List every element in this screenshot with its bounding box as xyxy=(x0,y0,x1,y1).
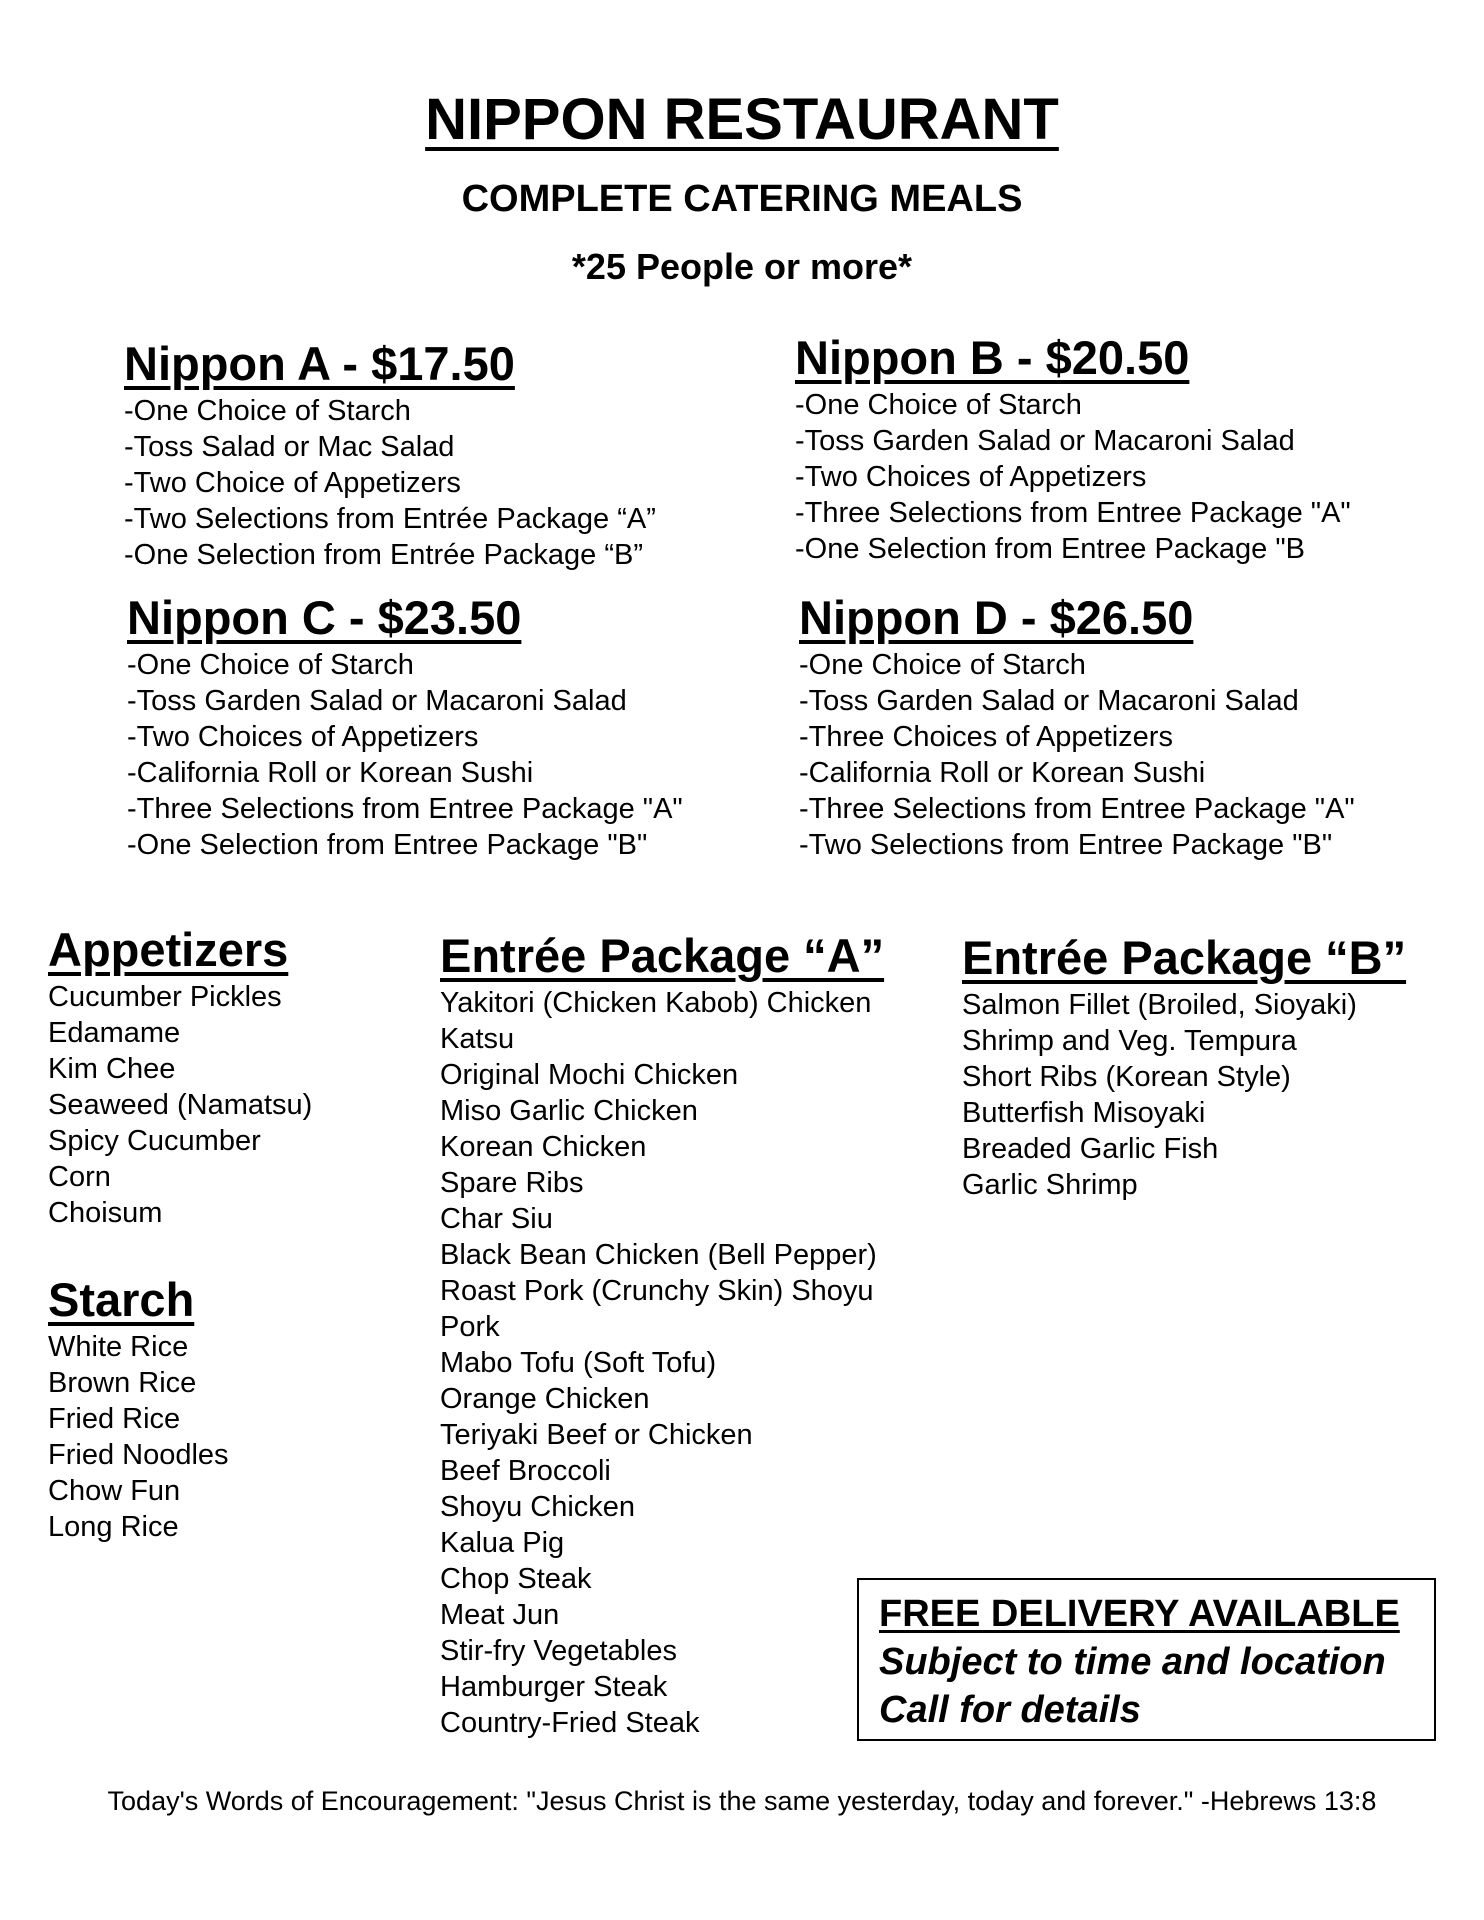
list-item: Salmon Fillet (Broiled, Sioyaki) xyxy=(962,989,1357,1021)
starch-title: Starch xyxy=(48,1273,195,1326)
list-item: Teriyaki Beef or Chicken xyxy=(440,1419,753,1451)
package-line: -Three Selections from Entree Package "A" xyxy=(127,793,683,825)
list-item: Garlic Shrimp xyxy=(962,1169,1138,1201)
package-line: -Three Selections from Entree Package "A" xyxy=(799,793,1355,825)
list-item: Korean Chicken xyxy=(440,1131,647,1163)
restaurant-title xyxy=(0,86,1484,153)
list-item: Fried Noodles xyxy=(48,1439,229,1471)
list-item: Chop Steak xyxy=(440,1563,592,1595)
package-line: -One Choice of Starch xyxy=(795,389,1082,421)
starch-list xyxy=(48,1329,229,1545)
list-item: Edamame xyxy=(48,1017,181,1049)
delivery-condition: Subject to time and location xyxy=(879,1641,1386,1683)
package-d xyxy=(799,590,1355,863)
list-item: Choisum xyxy=(48,1197,163,1229)
package-b-lines xyxy=(795,387,1351,567)
entree-b-title: Entrée Package “B” xyxy=(962,931,1407,984)
list-item: Char Siu xyxy=(440,1203,553,1235)
package-line: -California Roll or Korean Sushi xyxy=(799,757,1206,789)
list-item: Cucumber Pickles xyxy=(48,981,282,1013)
package-line: -Toss Garden Salad or Macaroni Salad xyxy=(799,685,1299,717)
package-line: -One Choice of Starch xyxy=(127,649,414,681)
list-item: Original Mochi Chicken xyxy=(440,1059,739,1091)
list-item: Breaded Garlic Fish xyxy=(962,1133,1219,1165)
delivery-box xyxy=(857,1578,1436,1741)
package-line: -Two Choices of Appetizers xyxy=(795,461,1147,493)
list-item: Kim Chee xyxy=(48,1053,176,1085)
list-item: Meat Jun xyxy=(440,1599,560,1631)
package-line: -Two Choices of Appetizers xyxy=(127,721,479,753)
list-item: Katsu xyxy=(440,1023,515,1055)
package-b-title: Nippon B - $20.50 xyxy=(795,331,1190,384)
list-item: Orange Chicken xyxy=(440,1383,650,1415)
list-item: Country-Fried Steak xyxy=(440,1707,700,1739)
package-c xyxy=(127,590,683,863)
people-minimum: *25 People or more* xyxy=(571,246,913,287)
package-line: -Two Choice of Appetizers xyxy=(124,467,461,499)
package-line: -One Selection from Entree Package "B xyxy=(795,533,1305,565)
list-item: Shrimp and Veg. Tempura xyxy=(962,1025,1297,1057)
appetizers-list xyxy=(48,979,312,1231)
list-item: Shoyu Chicken xyxy=(440,1491,636,1523)
list-item: Pork xyxy=(440,1311,500,1343)
list-item: Beef Broccoli xyxy=(440,1455,611,1487)
list-item: Roast Pork (Crunchy Skin) Shoyu xyxy=(440,1275,874,1307)
list-item: Black Bean Chicken (Bell Pepper) xyxy=(440,1239,877,1271)
package-c-lines xyxy=(127,647,683,863)
list-item: Kalua Pig xyxy=(440,1527,565,1559)
package-b xyxy=(795,330,1351,567)
package-d-title: Nippon D - $26.50 xyxy=(799,591,1194,644)
appetizers-title: Appetizers xyxy=(48,923,289,976)
list-item: Fried Rice xyxy=(48,1403,181,1435)
appetizers-section xyxy=(48,922,312,1231)
list-item: Hamburger Steak xyxy=(440,1671,668,1703)
catering-subtitle: COMPLETE CATERING MEALS xyxy=(461,178,1023,220)
package-a xyxy=(124,336,656,573)
package-line: -Two Selections from Entrée Package “A” xyxy=(124,503,656,535)
package-line: -Toss Garden Salad or Macaroni Salad xyxy=(795,425,1295,457)
list-item: Brown Rice xyxy=(48,1367,197,1399)
package-a-lines xyxy=(124,393,656,573)
list-item: Long Rice xyxy=(48,1511,179,1543)
package-a-title: Nippon A - $17.50 xyxy=(124,337,515,390)
package-c-title: Nippon C - $23.50 xyxy=(127,591,522,644)
package-line: -California Roll or Korean Sushi xyxy=(127,757,534,789)
starch-section xyxy=(48,1272,229,1545)
package-line: -Three Choices of Appetizers xyxy=(799,721,1173,753)
package-line: -Three Selections from Entree Package "A" xyxy=(795,497,1351,529)
package-d-lines xyxy=(799,647,1355,863)
list-item: Yakitori (Chicken Kabob) Chicken xyxy=(440,987,872,1019)
package-line: -One Selection from Entree Package "B" xyxy=(127,829,648,861)
entree-b-list xyxy=(962,987,1406,1203)
list-item: Short Ribs (Korean Style) xyxy=(962,1061,1291,1093)
restaurant-title-text: NIPPON RESTAURANT xyxy=(425,87,1059,152)
package-line: -One Selection from Entrée Package “B” xyxy=(124,539,644,571)
list-item: Seaweed (Namatsu) xyxy=(48,1089,313,1121)
list-item: Stir-fry Vegetables xyxy=(440,1635,677,1667)
entree-a-title: Entrée Package “A” xyxy=(440,929,885,982)
package-line: -One Choice of Starch xyxy=(799,649,1086,681)
delivery-call: Call for details xyxy=(879,1689,1141,1731)
list-item: Chow Fun xyxy=(48,1475,181,1507)
entree-a-section xyxy=(440,928,884,1741)
package-line: -Two Selections from Entree Package "B" xyxy=(799,829,1333,861)
list-item: Mabo Tofu (Soft Tofu) xyxy=(440,1347,717,1379)
entree-a-list xyxy=(440,985,884,1741)
package-line: -One Choice of Starch xyxy=(124,395,411,427)
package-line: -Toss Garden Salad or Macaroni Salad xyxy=(127,685,627,717)
list-item: White Rice xyxy=(48,1331,189,1363)
list-item: Butterfish Misoyaki xyxy=(962,1097,1206,1129)
list-item: Spare Ribs xyxy=(440,1167,584,1199)
list-item: Corn xyxy=(48,1161,111,1193)
list-item: Miso Garlic Chicken xyxy=(440,1095,698,1127)
entree-b-section xyxy=(962,930,1406,1203)
list-item: Spicy Cucumber xyxy=(48,1125,261,1157)
delivery-headline: FREE DELIVERY AVAILABLE xyxy=(879,1593,1400,1635)
encouragement-footer: Today's Words of Encouragement: "Jesus Christ is the same yesterday, today and forever." -Hebrews 13:8 xyxy=(107,1786,1377,1816)
package-line: -Toss Salad or Mac Salad xyxy=(124,431,455,463)
